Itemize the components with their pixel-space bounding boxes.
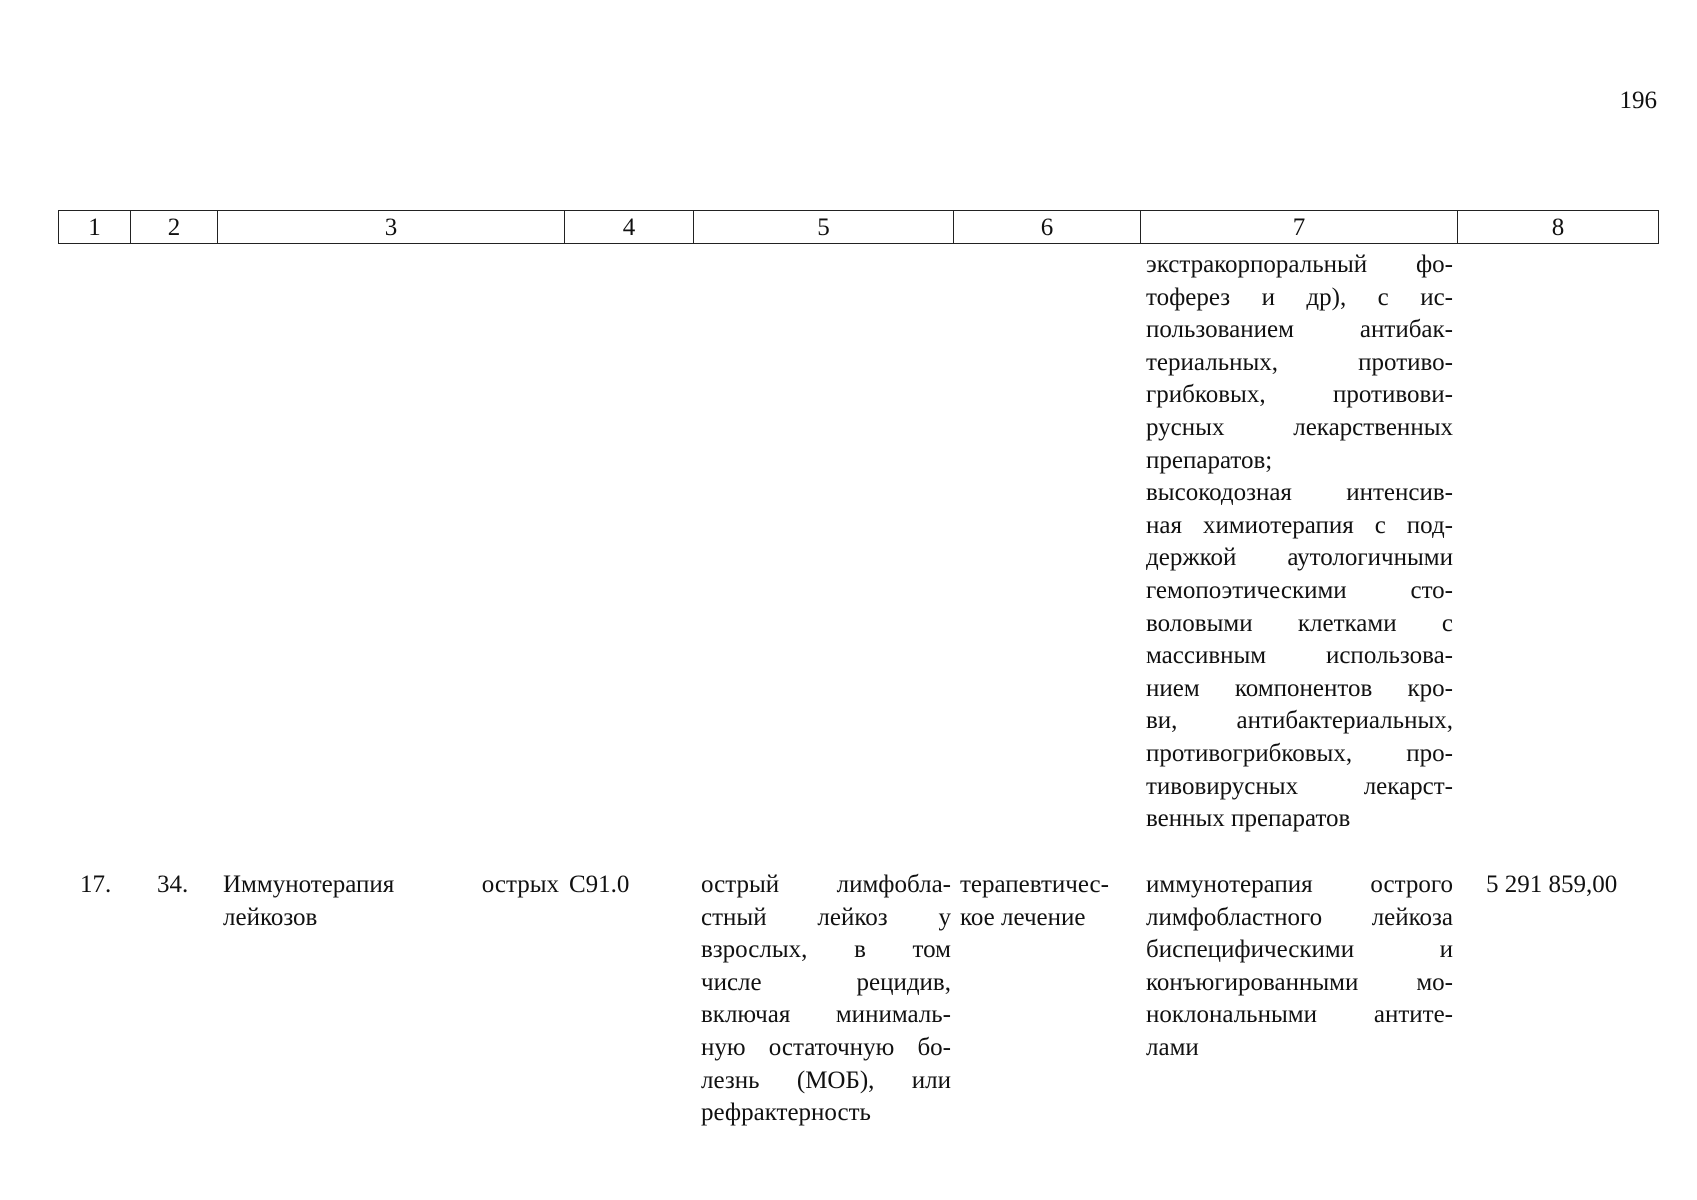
page-number: 196	[1619, 87, 1657, 114]
header-col-2: 2	[131, 211, 218, 244]
text-line: экстракорпоральный фо-	[1146, 251, 1453, 278]
text-line: рефрактерность	[701, 1099, 871, 1127]
header-col-4: 4	[565, 211, 694, 244]
column-number-header	[58, 210, 1659, 244]
text-line: стный лейкоз у	[701, 903, 951, 931]
text-line: противогрибковых, про-	[1146, 739, 1453, 767]
row-number: 17.	[80, 871, 112, 898]
text-line: ви, антибактериальных,	[1146, 707, 1453, 735]
text-line: нием компонентов кро-	[1146, 674, 1453, 702]
treatment-method	[1146, 869, 1453, 1065]
text-line: конъюгированными мо-	[1146, 968, 1453, 996]
header-col-6: 6	[954, 211, 1141, 244]
text-line: гемопоэтическими сто-	[1146, 576, 1453, 604]
text-line: острый лимфобла-	[701, 871, 951, 898]
text-line: числе рецидив,	[701, 968, 951, 996]
text-line: лами	[1146, 1033, 1199, 1061]
text-line: лимфобластного лейкоза	[1146, 903, 1453, 931]
treatment-name	[223, 869, 559, 934]
text-line: иммунотерапия острого	[1146, 871, 1453, 898]
text-line: включая минималь-	[701, 1001, 951, 1029]
cost-value: 5 291 859,00	[1486, 871, 1618, 898]
text-line: тивовирусных лекарст-	[1146, 772, 1453, 800]
text-line: пользованием антибак-	[1146, 316, 1453, 344]
header-col-3: 3	[218, 211, 565, 244]
text-line: высокодозная интенсив-	[1146, 479, 1453, 507]
icd-code: C91.0	[569, 871, 630, 898]
text-line: препаратов;	[1146, 446, 1273, 474]
text-line: массивным использова-	[1146, 642, 1453, 670]
text-line: тоферез и др), с ис-	[1146, 283, 1453, 311]
text-line: терапевтичес-	[960, 871, 1109, 898]
header-col-5: 5	[694, 211, 954, 244]
text-line: грибковых, противови-	[1146, 381, 1453, 409]
text-line: держкой аутологичными	[1146, 544, 1453, 572]
item-number: 34.	[157, 871, 189, 898]
text-line: ноклональными антите-	[1146, 1001, 1453, 1029]
text-line: ная химиотерапия с под-	[1146, 511, 1453, 539]
text-line: русных лекарственных	[1146, 413, 1453, 441]
text-line: взрослых, в том	[701, 936, 951, 964]
header-col-7: 7	[1141, 211, 1458, 244]
text-line: кое лечение	[960, 903, 1086, 931]
disease-model	[701, 869, 951, 1130]
text-line: териальных, противо-	[1146, 348, 1453, 376]
text-line: венных препаратов	[1146, 805, 1351, 833]
text-line: лезнь (МОБ), или	[701, 1066, 951, 1094]
text-line: Иммунотерапия острых	[223, 871, 559, 898]
header-col-1: 1	[59, 211, 131, 244]
text-line: лейкозов	[223, 903, 318, 931]
text-line: биспецифическими и	[1146, 936, 1453, 964]
treatment-type	[960, 869, 1138, 934]
continuation-col7-text	[1146, 249, 1453, 836]
header-col-8: 8	[1458, 211, 1659, 244]
text-line: воловыми клетками с	[1146, 609, 1453, 637]
text-line: ную остаточную бо-	[701, 1033, 951, 1061]
